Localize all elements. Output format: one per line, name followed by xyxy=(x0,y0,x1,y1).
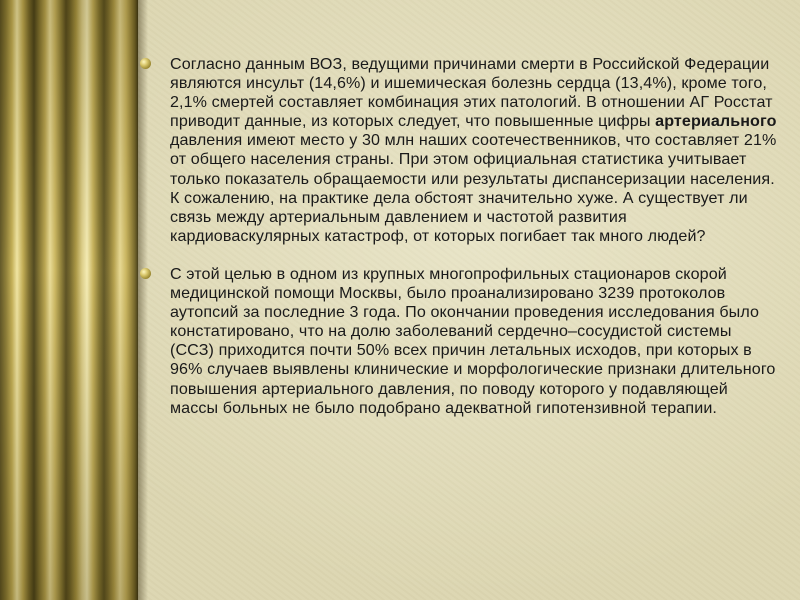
bullet-item-2 xyxy=(140,265,780,418)
gold-bullet-icon xyxy=(140,58,151,69)
paragraph-1-text-end: давления имеют место у 30 млн наших соотечественников, что составляет 21% от общего населения страны. При этом официальная статистика учитывает только показатель обращаемости или результаты диспансеризации населения. К сожалению, на практике дела обстоят значительно хуже. А существует ли связь между артериальным давлением и частотой развития кардиоваскулярных катастроф, от которых погибает так много людей? xyxy=(170,131,777,245)
paragraph-1-bold-term: артериального xyxy=(655,112,777,131)
paragraph-1-text-start: Согласно данным ВОЗ, ведущими причинами смерти в Российской Федерации являются инсульт (14,6%) и ишемическая болезнь сердца (13,4%), кроме того, 2,1% смертей составляет комбинация этих патологий. В отношении АГ Росстат приводит данные, из которых следует, что повышенные цифры xyxy=(170,55,773,131)
bullet-item-1 xyxy=(140,55,780,246)
slide-content xyxy=(140,55,780,437)
gold-bullet-icon xyxy=(140,268,151,279)
paragraph-2: С этой целью в одном из крупных многопрофильных стационаров скорой медицинской помощи Москвы, было проанализировано 3239 протоколов аутопсий за последние 3 года. По окончании проведения исследования было констатировано, что на долю заболеваний сердечно–сосудистой системы (ССЗ) приходится почти 50% всех причин летальных исходов, при которых в 96% случаев выявлены клинические и морфологические признаки длительного повышения артериального давления, по поводу которого у подавляющей массы больных не было подобрано адекватной гипотензивной терапии. xyxy=(170,264,776,417)
drape-shading xyxy=(0,0,138,600)
paragraph-1 xyxy=(170,55,780,246)
